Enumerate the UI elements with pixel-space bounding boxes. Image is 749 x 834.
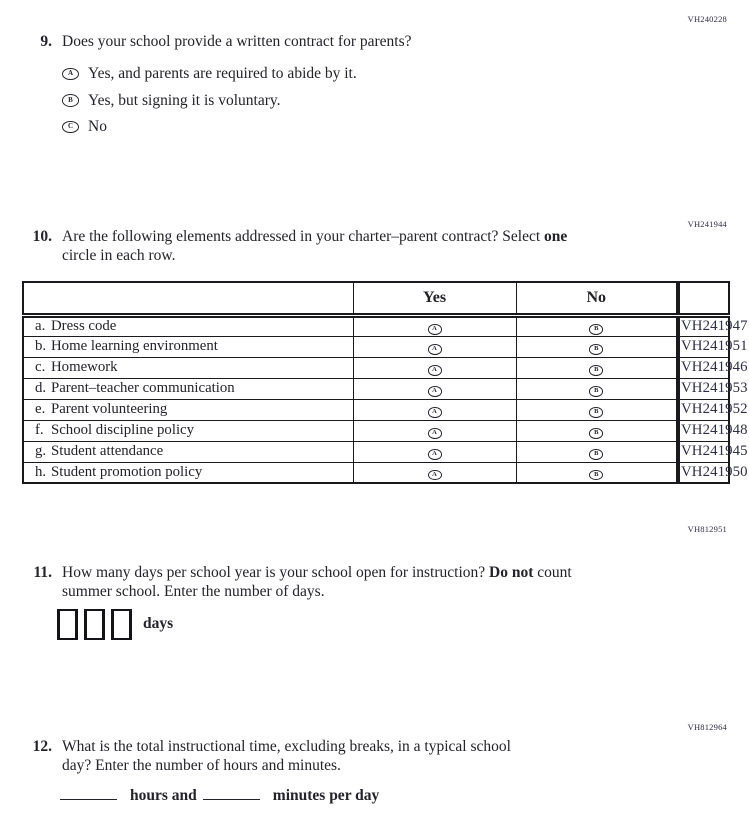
row-text: Student attendance: [51, 443, 164, 459]
question-9-options: [62, 65, 412, 135]
table-row-parent-volunteering: [23, 399, 729, 420]
q9-option-c[interactable]: [62, 118, 412, 135]
row-label: [23, 399, 353, 420]
no-cell[interactable]: [516, 336, 678, 357]
yes-bubble[interactable]: A: [428, 407, 442, 418]
row-text: School discipline policy: [51, 422, 195, 438]
row-label: [23, 315, 353, 336]
row-letter: h.: [35, 463, 47, 480]
no-cell[interactable]: [516, 378, 678, 399]
row-text: Home learning environment: [51, 338, 218, 354]
row-code: VH241947: [678, 315, 729, 336]
question-10-text-line2: circle in each row.: [62, 247, 176, 265]
question-11-number: 11.: [33, 564, 52, 581]
no-bubble[interactable]: B: [589, 365, 603, 376]
hours-label: hours and: [130, 787, 197, 804]
row-letter: f.: [35, 422, 44, 438]
row-code: VH241953: [678, 378, 729, 399]
no-cell[interactable]: [516, 441, 678, 462]
row-letter: c.: [35, 359, 46, 375]
yes-bubble[interactable]: A: [428, 324, 442, 335]
question-10-text-line1: Are the following elements addressed in your charter–parent contract? Select one: [62, 228, 568, 245]
q10-answer-table: [22, 281, 748, 484]
days-unit-label: days: [143, 615, 174, 632]
table-header-row: [23, 282, 729, 315]
row-code: VH241950: [678, 462, 729, 483]
row-text: Student promotion policy: [51, 463, 203, 480]
yes-cell[interactable]: [353, 315, 516, 336]
minutes-blank[interactable]: [203, 785, 260, 800]
no-bubble[interactable]: B: [589, 344, 603, 355]
row-letter: b.: [35, 338, 47, 354]
yes-bubble[interactable]: A: [428, 449, 442, 460]
question-12-code: VH812964: [687, 722, 727, 732]
question-11: [22, 563, 572, 602]
hours-blank[interactable]: [60, 785, 117, 800]
yes-cell[interactable]: [353, 420, 516, 441]
yes-bubble[interactable]: A: [428, 470, 442, 481]
table-row-dress-code: [23, 315, 729, 336]
question-11-code: VH812951: [687, 524, 727, 534]
q12-time-entry: [60, 785, 379, 807]
question-12-text-line2: day? Enter the number of hours and minutes.: [62, 757, 341, 775]
row-label: [23, 378, 353, 399]
no-cell[interactable]: [516, 462, 678, 483]
minutes-label: minutes per day: [272, 787, 380, 804]
row-label: [23, 336, 353, 357]
row-text: Parent volunteering: [51, 401, 168, 417]
question-10-code: VH241944: [687, 219, 727, 229]
table-row-parent-teacher-communication: [23, 378, 729, 399]
no-bubble[interactable]: B: [589, 428, 603, 439]
q9-option-a-label: Yes, and parents are required to abide by it.: [88, 65, 357, 83]
q9-option-c-bubble[interactable]: C: [62, 121, 79, 134]
yes-bubble[interactable]: A: [428, 386, 442, 397]
row-label: [23, 441, 353, 462]
row-code: VH241948: [678, 420, 729, 441]
column-header-yes: Yes: [353, 282, 516, 315]
q9-option-a-bubble[interactable]: A: [62, 68, 79, 81]
q9-option-a[interactable]: [62, 65, 412, 82]
row-letter: a.: [35, 318, 46, 334]
yes-cell[interactable]: [353, 357, 516, 378]
yes-bubble[interactable]: A: [428, 428, 442, 439]
question-9-code: VH240228: [687, 14, 727, 24]
row-code: VH241951: [678, 336, 729, 357]
row-code: VH241952: [678, 399, 729, 420]
q9-option-b-label: Yes, but signing it is voluntary.: [88, 91, 281, 109]
row-label: [23, 420, 353, 441]
no-bubble[interactable]: B: [589, 324, 603, 335]
row-text: Dress code: [51, 318, 117, 334]
question-12: [22, 737, 511, 776]
row-letter: d.: [35, 380, 47, 396]
row-code: VH241945: [678, 441, 729, 462]
row-code: VH241946: [678, 357, 729, 378]
days-digit-box-3[interactable]: [111, 609, 132, 640]
row-text: Homework: [51, 359, 118, 375]
no-bubble[interactable]: B: [589, 386, 603, 397]
days-digit-box-1[interactable]: [57, 609, 78, 640]
question-9-text: Does your school provide a written contract for parents?: [62, 33, 412, 50]
q9-option-b-bubble[interactable]: B: [62, 94, 79, 107]
table-row-school-discipline-policy: [23, 420, 729, 441]
q11-days-entry: [57, 607, 173, 641]
yes-bubble[interactable]: A: [428, 344, 442, 355]
table-row-student-attendance: [23, 441, 729, 462]
row-label: [23, 462, 353, 483]
question-10-number: 10.: [32, 228, 52, 245]
no-cell[interactable]: [516, 399, 678, 420]
header-empty-cell: [23, 282, 353, 315]
yes-cell[interactable]: [353, 336, 516, 357]
question-12-number: 12.: [32, 738, 52, 755]
no-bubble[interactable]: B: [589, 449, 603, 460]
question-10: [22, 227, 567, 266]
question-9: [22, 32, 412, 145]
yes-cell[interactable]: [353, 378, 516, 399]
days-digit-box-2[interactable]: [84, 609, 105, 640]
question-11-text-line1: How many days per school year is your school open for instruction? Do not count: [62, 564, 572, 581]
yes-cell[interactable]: [353, 399, 516, 420]
table-row-homework: [23, 357, 729, 378]
q9-option-c-label: No: [88, 118, 107, 136]
no-bubble[interactable]: B: [589, 407, 603, 418]
yes-cell[interactable]: [353, 441, 516, 462]
no-cell[interactable]: [516, 420, 678, 441]
table-row-home-learning: [23, 336, 729, 357]
yes-cell[interactable]: [353, 462, 516, 483]
table-row-student-promotion-policy: [23, 462, 729, 483]
row-text: Parent–teacher communication: [51, 380, 235, 396]
question-9-number: 9.: [40, 33, 52, 50]
column-header-no: No: [516, 282, 678, 315]
no-bubble[interactable]: B: [589, 470, 603, 481]
row-label: [23, 357, 353, 378]
q9-option-b[interactable]: [62, 92, 412, 109]
no-cell[interactable]: [516, 315, 678, 336]
no-cell[interactable]: [516, 357, 678, 378]
row-letter: g.: [35, 443, 47, 459]
question-11-text-line2: summer school. Enter the number of days.: [62, 583, 325, 601]
header-code-cell: [678, 282, 729, 315]
yes-bubble[interactable]: A: [428, 365, 442, 376]
question-12-text-line1: What is the total instructional time, excluding breaks, in a typical school: [62, 738, 511, 755]
row-letter: e.: [35, 401, 46, 417]
